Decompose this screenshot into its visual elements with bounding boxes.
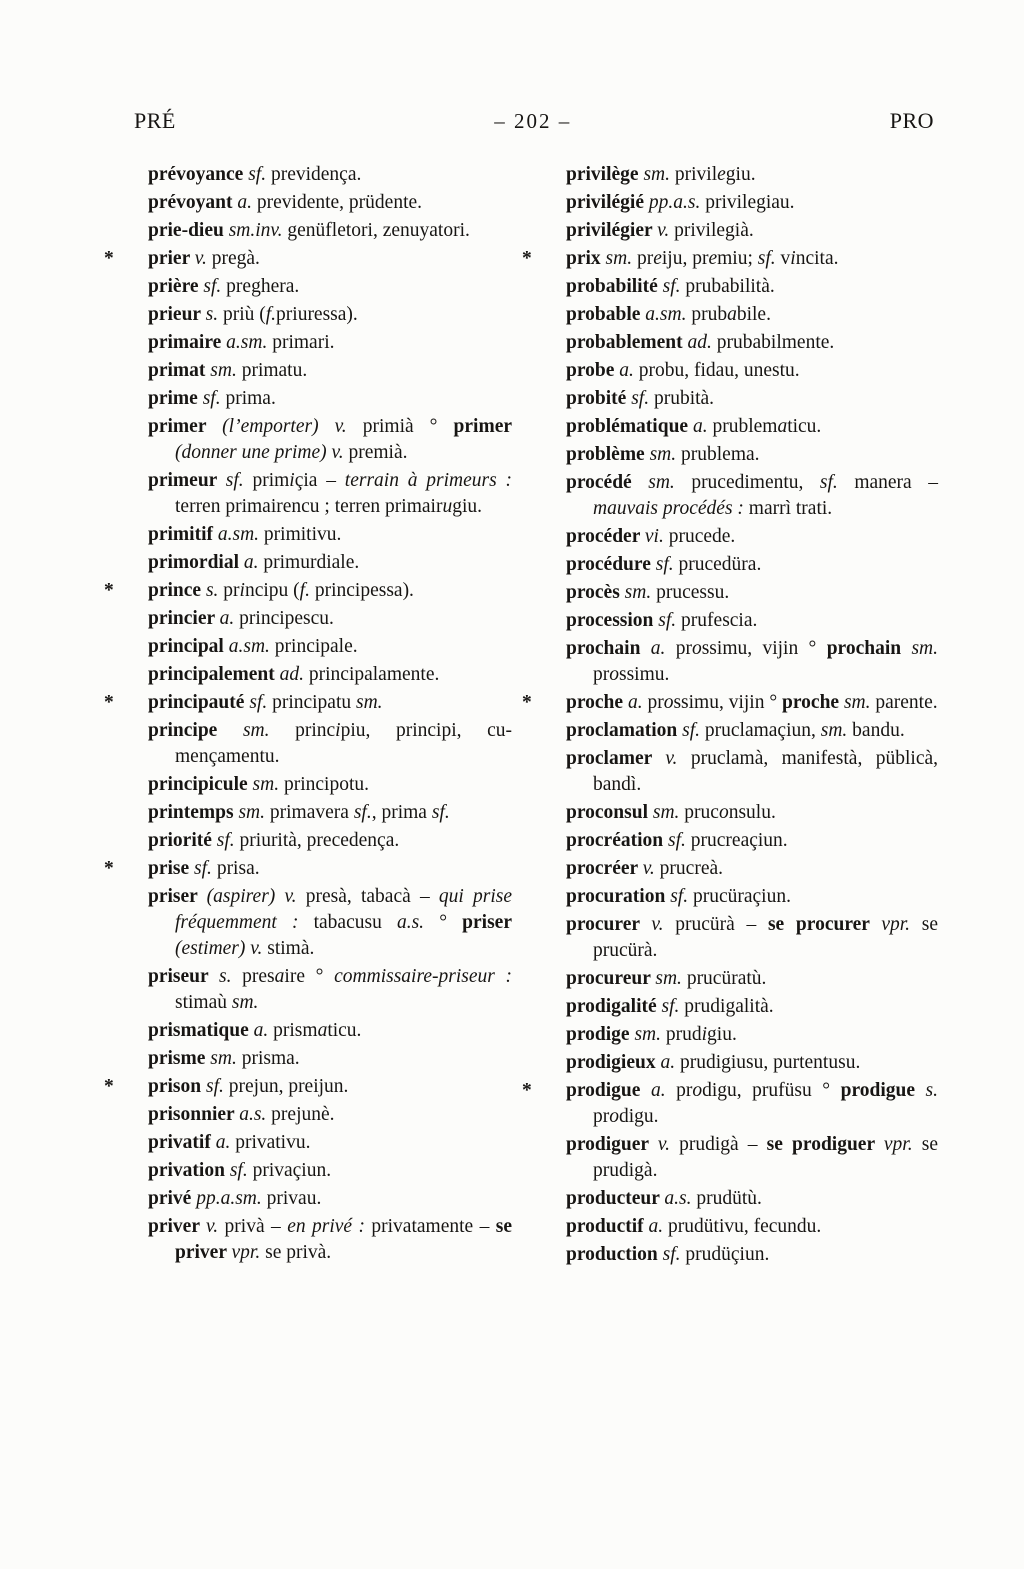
dictionary-entry: procureur sm. prucüratù.	[566, 968, 767, 989]
dictionary-entry: procurer v. prucürà – se procurer vpr. se prucürà.	[566, 914, 938, 961]
dictionary-entry: * prier v. pregà.	[104, 248, 260, 269]
dictionary-entry: priser (aspirer) v. presà, tabacà – qui prise fréquemment : tabacusu a.s. ° priser (estimer) v. stimà.	[148, 886, 513, 959]
dictionary-entry: probe a. probu, fidau, unestu.	[566, 360, 800, 381]
dictionary-entry: * prix sm. preiju, premiu; sf. vincita.	[522, 248, 839, 269]
dictionary-entry: proclamer v. pruclamà, manifestà, püblicà, bandì.	[566, 748, 938, 795]
dictionary-entry: prodigalité sf. prudigalità.	[566, 996, 774, 1017]
dictionary-entry: primaire a.sm. primari.	[148, 332, 335, 353]
dictionary-entry: principe sm. principiu, principi, cumençamentu.	[148, 720, 512, 767]
dictionary-entry: privatif a. privativu.	[148, 1132, 311, 1153]
dictionary-entry: prévoyance sf. previdença.	[148, 164, 362, 185]
dictionary-entry: problématique a. prublematicu.	[566, 416, 822, 437]
dictionary-entry: princier a. principescu.	[148, 608, 334, 629]
dictionary-entry: prisme sm. prisma.	[148, 1048, 300, 1069]
dictionary-entry: prime sf. prima.	[148, 388, 276, 409]
dictionary-entry: * prison sf. prejun, preijun.	[104, 1076, 349, 1097]
dictionary-entry: prisonnier a.s. prejunè.	[148, 1104, 335, 1125]
right-column	[522, 162, 938, 1270]
header-right-guideword: PRO	[889, 108, 934, 133]
dictionary-entry: procès sm. prucessu.	[566, 582, 730, 603]
dictionary-entry: prodigieux a. prudigiusu, purtentusu.	[566, 1052, 861, 1073]
dictionary-entry: priseur s. presaire ° commissaire-priseur : stimaù sm.	[148, 966, 513, 1013]
dictionary-entry: prie-dieu sm.inv. genüfletori, zenuyatori.	[148, 220, 470, 241]
dictionary-entry: productif a. prudütivu, fecundu.	[566, 1216, 822, 1237]
dictionary-entry: * prince s. principu (f. principessa).	[104, 580, 414, 601]
dictionary-entry: privé pp.a.sm. privau.	[148, 1188, 322, 1209]
dictionary-entry: prodige sm. prudigiu.	[566, 1024, 737, 1045]
dictionary-entry: primat sm. primatu.	[148, 360, 308, 381]
dictionary-entry: privilégié pp.a.s. privilegiau.	[566, 192, 795, 213]
dictionary-entry: problème sm. prublema.	[566, 444, 760, 465]
dictionary-entry: primeur sf. primiçia – terrain à primeurs : terren primairencu ; terren primairugiu.	[148, 470, 513, 517]
dictionary-entry: principicule sm. principotu.	[148, 774, 369, 795]
dictionary-entry: prodiguer v. prudigà – se prodiguer vpr. se prudigà.	[566, 1134, 938, 1181]
dictionary-entry: procuration sf. prucüraçiun.	[566, 886, 791, 907]
dictionary-entry: priorité sf. priurità, precedença.	[148, 830, 400, 851]
dictionary-entry: privilège sm. privilegiu.	[566, 164, 756, 185]
dictionary-entry: priver v. privà – en privé : privatamente – se priver vpr. se privà.	[148, 1216, 512, 1263]
dictionary-entry: prière sf. preghera.	[148, 276, 300, 297]
page-header	[134, 108, 934, 134]
dictionary-entry: prévoyant a. previdente, prüdente.	[148, 192, 423, 213]
dictionary-entry: procédé sm. prucedimentu, sf. manera – mauvais procédés : marrì trati.	[566, 472, 938, 519]
dictionary-entry: principal a.sm. principale.	[148, 636, 358, 657]
dictionary-entry: prismatique a. prismaticu.	[148, 1020, 362, 1041]
dictionary-entry: procéder vi. prucede.	[566, 526, 736, 547]
dictionary-entry: probité sf. prubità.	[566, 388, 715, 409]
left-column	[104, 162, 513, 1270]
dictionary-entry: * prise sf. prisa.	[104, 858, 260, 879]
dictionary-entry: producteur a.s. prudütù.	[566, 1188, 762, 1209]
dictionary-entry: procession sf. prufescia.	[566, 610, 758, 631]
dictionary-entry: primitif a.sm. primitivu.	[148, 524, 342, 545]
dictionary-entry: prieur s. priù (f.priuressa).	[148, 304, 358, 325]
dictionary-entry: proconsul sm. pruconsulu.	[566, 802, 776, 823]
dictionary-entry: procréation sf. prucreaçiun.	[566, 830, 788, 851]
dictionary-entry: primordial a. primurdiale.	[148, 552, 360, 573]
dictionary-entry: production sf. prudüçiun.	[566, 1244, 770, 1265]
dictionary-entry: primer (l’emporter) v. primià ° primer (donner une prime) v. premià.	[148, 416, 513, 463]
dictionary-entry: * prodigue a. prodigu, prufüsu ° prodigue s. prodigu.	[522, 1080, 938, 1127]
dictionary-entry: procédure sf. prucedüra.	[566, 554, 762, 575]
dictionary-entry: * principauté sf. principatu sm.	[104, 692, 383, 713]
dictionary-entry: * proche a. prossimu, vijin ° proche sm. parente.	[522, 692, 938, 713]
dictionary-entry: probablement ad. prubabilmente.	[566, 332, 835, 353]
dictionary-entry: procréer v. prucreà.	[566, 858, 723, 879]
dictionary-entry: privilégier v. privilegià.	[566, 220, 754, 241]
dictionary-entry: probable a.sm. prubabile.	[566, 304, 771, 325]
dictionary-entry: prochain a. prossimu, vijin ° prochain sm. prossimu.	[566, 638, 938, 685]
dictionary-entry: printemps sm. primavera sf., prima sf.	[148, 802, 450, 823]
dictionary-entry: proclamation sf. pruclamaçiun, sm. bandu.	[566, 720, 905, 741]
dictionary-entry: principalement ad. principalamente.	[148, 664, 440, 685]
page-number: – 202 –	[494, 109, 572, 133]
text-columns	[104, 162, 938, 1270]
dictionary-entry: privation sf. privaçiun.	[148, 1160, 332, 1181]
header-left-guideword: PRÉ	[134, 108, 176, 133]
dictionary-entry: probabilité sf. prubabilità.	[566, 276, 775, 297]
